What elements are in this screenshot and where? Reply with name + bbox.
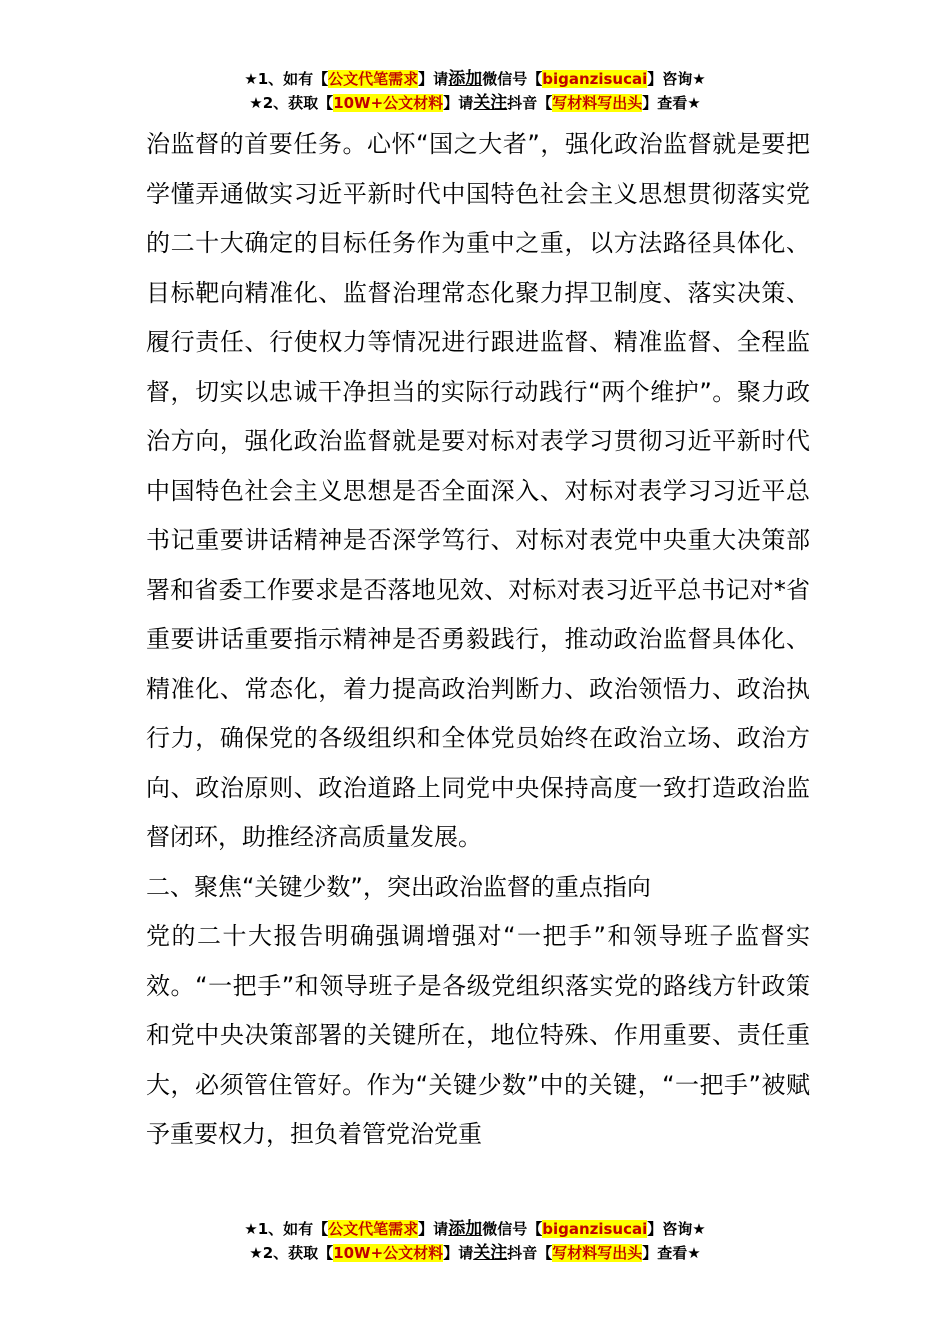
footer-follow-text: 关注 — [473, 1243, 508, 1263]
footer-line2-prefix: ★2、获取【 — [249, 1244, 334, 1262]
header-follow-text: 关注 — [473, 93, 508, 113]
footer-ad-line-1 — [0, 1218, 950, 1240]
header-ad-line-1 — [0, 68, 950, 90]
footer-line2-mid2: 抖音【 — [507, 1244, 553, 1262]
document-body — [146, 120, 810, 1160]
footer-add-text: 添加 — [448, 1219, 483, 1239]
body-paragraph-1: 治监督的首要任务。心怀“国之大者”，强化政治监督就是要把学懂弄通做实习近平新时代中国特色社会主义思想贯彻落实党的二十大确定的目标任务作为重中之重，以方法路径具体化、目标靶向精准化、监督治理常态化聚力捍卫制度、落实决策、履行责任、行使权力等情况进行跟进监督、精准监督、全程监督，切实以忠诚干净担当的实际行动践行“两个维护”。聚力政治方向，强化政治监督就是要对标对表学习贯彻习近平新时代中国特色社会主义思想是否全面深入、对标对表学习习近平总书记重要讲话精神是否深学笃行、对标对表党中央重大决策部署和省委工作要求是否落地见效、对标对表习近平总书记对*省重要讲话重要指示精神是否勇毅践行，推动政治监督具体化、精准化、常态化，着力提高政治判断力、政治领悟力、政治执行力，确保党的各级组织和全体党员始终在政治立场、政治方向、政治原则、政治道路上同党中央保持高度一致打造政治监督闭环，助推经济高质量发展。 — [146, 130, 810, 851]
footer-ad-line-2 — [0, 1242, 950, 1264]
header-line1-mid2: 微信号【 — [482, 70, 543, 88]
footer-douyin-account[interactable]: 写材料写出头 — [552, 1244, 643, 1262]
header-douyin-account[interactable]: 写材料写出头 — [552, 94, 643, 112]
footer-service-highlight: 公文代笔需求 — [328, 1220, 419, 1238]
footer-line1-mid2: 微信号【 — [482, 1220, 543, 1238]
header-add-text: 添加 — [448, 69, 483, 89]
header-line2-mid1: 】请 — [443, 94, 474, 112]
header-line2-prefix: ★2、获取【 — [249, 94, 334, 112]
header-materials-highlight: 10W+公文材料 — [333, 94, 444, 112]
footer-wechat-id[interactable]: biganzisucai — [542, 1220, 648, 1238]
body-paragraph-2: 党的二十大报告明确强调增强对“一把手”和领导班子监督实效。“一把手”和领导班子是各级党组织落实党的路线方针政策和党中央决策部署的关键所在，地位特殊、作用重要、责任重大，必须管住管好。作为“关键少数”中的关键，“一把手”被赋予重要权力，担负着管党治党重 — [146, 922, 810, 1148]
header-line1-suffix: 】咨询★ — [647, 70, 706, 88]
header-ad-line-2 — [0, 92, 950, 114]
footer-line1-mid1: 】请 — [418, 1220, 449, 1238]
footer-line2-suffix: 】查看★ — [642, 1244, 701, 1262]
footer-line1-suffix: 】咨询★ — [647, 1220, 706, 1238]
header-line2-suffix: 】查看★ — [642, 94, 701, 112]
header-line2-mid2: 抖音【 — [507, 94, 553, 112]
footer-line1-prefix: ★1、如有【 — [244, 1220, 329, 1238]
footer-line2-mid1: 】请 — [443, 1244, 474, 1262]
header-line1-prefix: ★1、如有【 — [244, 70, 329, 88]
header-wechat-id[interactable]: biganzisucai — [542, 70, 648, 88]
header-service-highlight: 公文代笔需求 — [328, 70, 419, 88]
section-heading-2: 二、聚焦“关键少数”，突出政治监督的重点指向 — [146, 872, 651, 901]
footer-materials-highlight: 10W+公文材料 — [333, 1244, 444, 1262]
header-line1-mid1: 】请 — [418, 70, 449, 88]
